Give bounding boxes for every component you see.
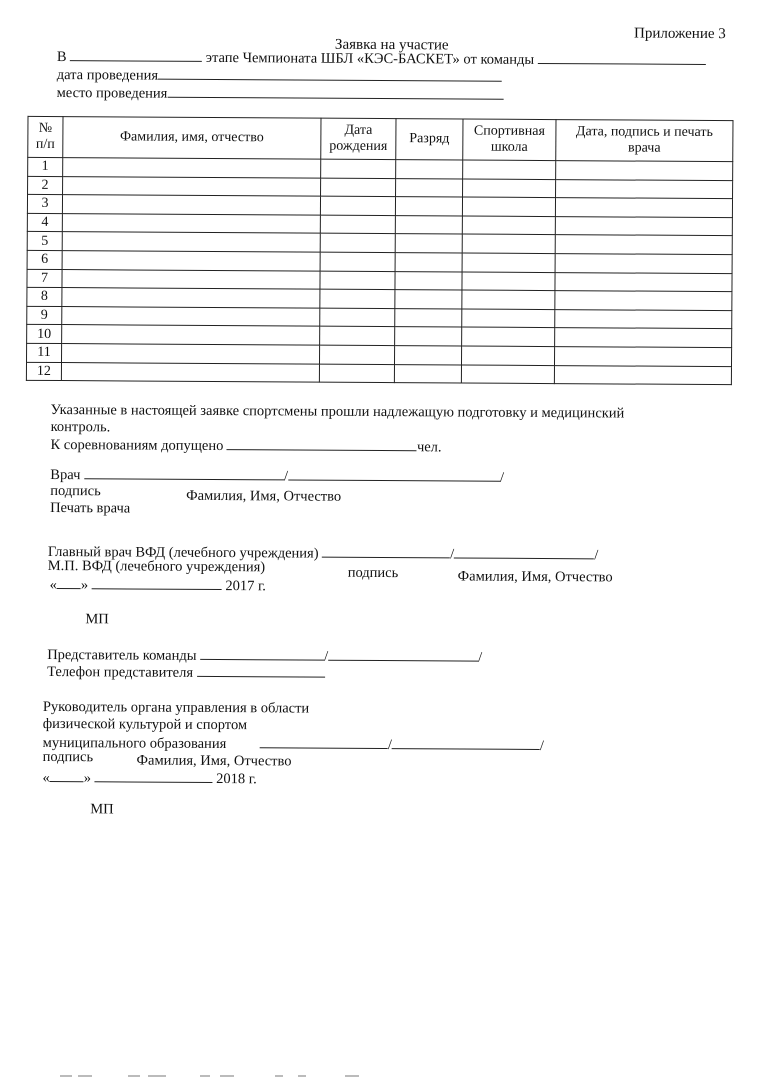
school-cell[interactable] — [462, 234, 555, 253]
doctor-cell[interactable] — [555, 216, 732, 236]
fio-cell[interactable] — [62, 195, 320, 215]
dob-cell[interactable] — [320, 234, 395, 253]
admitted-count-field[interactable] — [227, 437, 417, 451]
head-sign-label: подпись — [42, 748, 94, 766]
dob-cell[interactable] — [320, 271, 395, 290]
chief-doctor-fio-label: Фамилия, Имя, Отчество — [457, 568, 613, 586]
row-number: 5 — [27, 232, 62, 251]
row-number: 8 — [27, 288, 62, 307]
fio-cell[interactable] — [61, 362, 319, 382]
school-cell[interactable] — [462, 309, 555, 328]
separator: / — [324, 648, 329, 665]
quote-open: « — [42, 769, 50, 786]
participants-table — [26, 116, 734, 385]
doctor-signature-field[interactable] — [84, 466, 284, 480]
col-dob-line1: Дата — [344, 122, 373, 138]
separator: / — [450, 546, 455, 563]
doctor-cell[interactable] — [555, 272, 732, 292]
quote-close: » — [83, 770, 92, 787]
col-fio-header: Фамилия, имя, отчество — [63, 117, 321, 160]
school-cell[interactable] — [462, 327, 555, 346]
col-dob-header — [321, 118, 396, 159]
doctor-fio-label: Фамилия, Имя, Отчество — [186, 487, 342, 505]
rank-cell[interactable] — [395, 253, 462, 272]
doctor-cell[interactable] — [556, 161, 733, 181]
school-cell[interactable] — [463, 179, 556, 198]
separator: / — [478, 649, 483, 666]
head-year: 2018 г. — [216, 771, 257, 788]
dob-cell[interactable] — [320, 252, 395, 271]
dob-cell[interactable] — [319, 345, 394, 364]
col-school-line1: Спортивная — [473, 123, 545, 139]
head-fio-field[interactable] — [392, 736, 540, 750]
statement-line2: контроль. — [50, 418, 111, 436]
rank-cell[interactable] — [395, 327, 462, 346]
dob-cell[interactable] — [320, 196, 395, 215]
school-cell[interactable] — [462, 290, 555, 309]
separator: / — [387, 737, 392, 754]
school-cell[interactable] — [462, 272, 555, 291]
fio-cell[interactable] — [63, 176, 321, 196]
dob-cell[interactable] — [320, 308, 395, 327]
doctor-cell[interactable] — [555, 309, 732, 329]
row-number: 12 — [26, 362, 61, 381]
chief-doctor-month-field[interactable] — [92, 576, 222, 590]
admitted-label: К соревнованиям допущено — [50, 436, 224, 455]
chief-doctor-mp: МП — [85, 611, 109, 628]
rank-cell[interactable] — [396, 178, 463, 197]
head-signature-field[interactable] — [260, 735, 388, 749]
doctor-cell[interactable] — [555, 235, 732, 255]
chief-doctor-label: Главный врач ВФД (лечебного учреждения) — [47, 543, 319, 562]
school-cell[interactable] — [462, 197, 555, 216]
row-number: 6 — [27, 250, 62, 269]
school-cell[interactable] — [463, 160, 556, 179]
rank-cell[interactable] — [395, 271, 462, 290]
appendix-label: Приложение 3 — [633, 25, 726, 43]
date-label: дата проведения — [56, 67, 159, 84]
head-line3-label: муниципального образования — [42, 734, 227, 753]
head-line2: физической культурой и спортом — [42, 715, 248, 734]
dob-cell[interactable] — [321, 178, 396, 197]
fio-cell[interactable] — [62, 269, 320, 289]
dob-cell[interactable] — [320, 326, 395, 345]
dob-cell[interactable] — [320, 215, 395, 234]
row-number: 2 — [28, 176, 63, 195]
doctor-cell[interactable] — [554, 347, 731, 367]
chief-doctor-day-field[interactable] — [57, 576, 81, 589]
row-number: 9 — [27, 306, 62, 325]
stage-field[interactable] — [70, 48, 202, 62]
team-field[interactable] — [538, 51, 706, 65]
date-field[interactable] — [158, 67, 502, 82]
statement-line1: Указанные в настоящей заявке спортсмены прошли надлежащую подготовку и медицинский — [50, 401, 625, 422]
head-date-line — [42, 769, 256, 788]
doctor-cell[interactable] — [556, 179, 733, 199]
rank-cell[interactable] — [395, 308, 462, 327]
chief-doctor-signature-field[interactable] — [322, 545, 450, 559]
col-number-line2: п/п — [35, 136, 55, 153]
col-doctor-line2: врача — [628, 140, 661, 156]
col-number-line1: № — [38, 120, 53, 136]
row-number: 10 — [27, 325, 62, 344]
chief-doctor-fio-field[interactable] — [454, 545, 594, 559]
doctor-cell[interactable] — [555, 254, 732, 274]
stage-prefix: В — [56, 49, 67, 66]
head-line1: Руководитель органа управления в области — [42, 698, 310, 717]
admitted-suffix: чел. — [416, 439, 442, 456]
row-number: 11 — [27, 343, 62, 362]
school-cell[interactable] — [461, 365, 554, 384]
col-dob-line2: рождения — [329, 138, 388, 155]
table-header-row — [28, 116, 733, 161]
head-fio-label: Фамилия, Имя, Отчество — [136, 752, 292, 770]
head-month-field[interactable] — [95, 769, 213, 783]
quote-close: » — [80, 577, 89, 594]
representative-fio-field[interactable] — [328, 648, 478, 662]
school-cell[interactable] — [461, 346, 554, 365]
fio-cell[interactable] — [63, 158, 321, 178]
rank-cell[interactable] — [395, 234, 462, 253]
chief-doctor-date-line — [50, 576, 266, 595]
head-day-field[interactable] — [50, 769, 84, 782]
fio-cell[interactable] — [62, 232, 320, 252]
stage-middle: этапе Чемпионата ШБЛ «КЭС-БАСКЕТ» от команды — [205, 49, 535, 68]
separator: / — [594, 547, 599, 564]
col-doctor-header — [556, 120, 733, 162]
dob-cell[interactable] — [321, 159, 396, 178]
chief-doctor-sign-label: подпись — [347, 564, 399, 582]
representative-phone-line — [47, 663, 325, 683]
fio-cell[interactable] — [62, 251, 320, 271]
row-number: 7 — [27, 269, 62, 288]
school-cell[interactable] — [462, 216, 555, 235]
fio-cell[interactable] — [62, 343, 320, 363]
col-rank-header: Разряд — [396, 119, 463, 160]
admitted-line — [50, 436, 441, 456]
fio-cell[interactable] — [62, 306, 320, 326]
doctor-cell[interactable] — [555, 291, 732, 311]
doctor-line — [50, 466, 504, 487]
separator: / — [283, 468, 289, 485]
doctor-cell[interactable] — [555, 198, 732, 218]
quote-open: « — [49, 576, 57, 594]
table-row — [26, 362, 731, 385]
chief-doctor-stamp-label: М.П. ВФД (лечебного учреждения) — [47, 557, 266, 576]
separator: / — [539, 737, 544, 755]
representative-label: Представитель команды — [47, 646, 197, 664]
separator: / — [499, 469, 505, 486]
doctor-stamp-label: Печать врача — [50, 499, 131, 517]
doctor-fio-field[interactable] — [288, 467, 500, 481]
fio-cell[interactable] — [62, 325, 320, 345]
col-number-header — [28, 116, 63, 157]
head-mp: МП — [90, 801, 114, 818]
rank-cell[interactable] — [395, 290, 462, 309]
doctor-sign-label: подпись — [50, 482, 101, 500]
col-doctor-line1: Дата, подпись и печать — [575, 124, 713, 140]
chief-doctor-year: 2017 г. — [225, 578, 266, 595]
school-cell[interactable] — [462, 253, 555, 272]
col-school-line2: школа — [490, 139, 528, 155]
place-line — [57, 84, 504, 105]
place-label: место проведения — [56, 85, 168, 102]
form-title: Заявка на участие — [334, 36, 449, 54]
row-number: 4 — [27, 213, 62, 232]
rank-cell[interactable] — [395, 215, 462, 234]
doctor-label: Врач — [50, 466, 81, 484]
doctor-cell[interactable] — [555, 328, 732, 348]
row-number: 1 — [28, 157, 63, 176]
dob-cell[interactable] — [320, 289, 395, 308]
rank-cell[interactable] — [394, 346, 461, 365]
representative-signature-field[interactable] — [200, 647, 324, 661]
representative-phone-field[interactable] — [197, 664, 325, 678]
representative-phone-label: Телефон представителя — [47, 663, 194, 681]
rank-cell[interactable] — [395, 197, 462, 216]
scan-edge-marks — [0, 1075, 763, 1080]
fio-cell[interactable] — [62, 213, 320, 233]
rank-cell[interactable] — [396, 160, 463, 179]
dob-cell[interactable] — [319, 364, 394, 383]
row-number: 3 — [27, 195, 62, 214]
doctor-cell[interactable] — [554, 365, 731, 385]
col-school-header — [463, 119, 556, 161]
fio-cell[interactable] — [62, 288, 320, 308]
place-field[interactable] — [167, 85, 503, 100]
head-line3 — [43, 734, 544, 755]
rank-cell[interactable] — [394, 364, 461, 383]
